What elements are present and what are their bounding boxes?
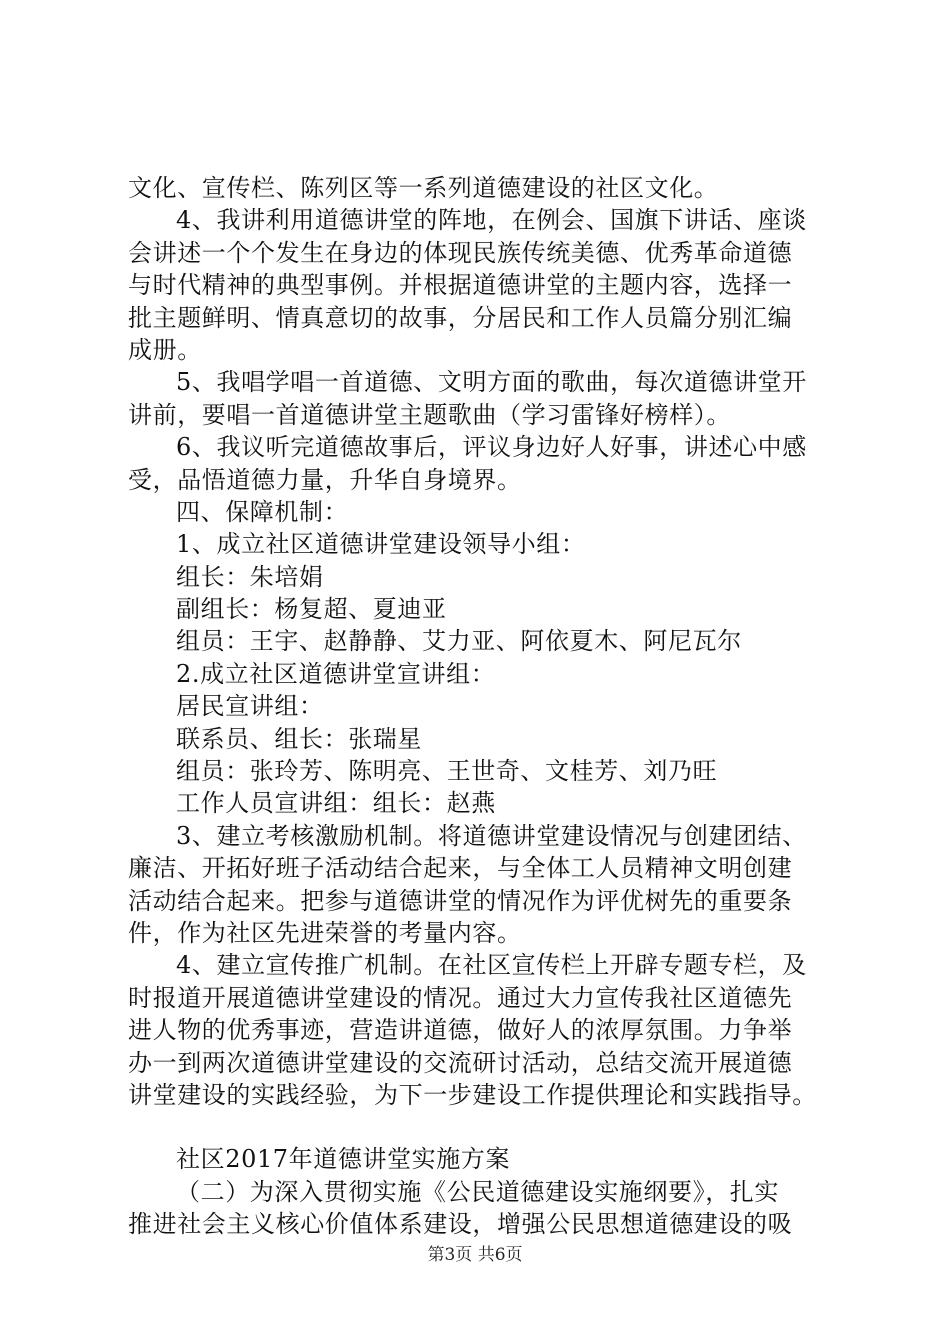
- paragraph-gap: [128, 1111, 848, 1143]
- text-line: 进人物的优秀事迹，营造讲道德，做好人的浓厚氛围。力争举: [128, 1016, 793, 1045]
- text-line: 4、建立宣传推广机制。在社区宣传栏上开辟专题专栏，及: [176, 951, 807, 980]
- text-line: 6、我议听完道德故事后，评议身边好人好事，讲述心中感: [176, 433, 807, 462]
- text-line: 受，品悟道德力量，升华自身境界。: [128, 465, 522, 494]
- text-line: 1、成立社区道德讲堂建设领导小组：: [176, 530, 586, 559]
- document-body: [128, 172, 848, 1241]
- text-line: （二）为深入贯彻实施《公民道德建设实施纲要》，扎实: [176, 1177, 779, 1206]
- text-line: 时报道开展道德讲堂建设的情况。通过大力宣传我社区道德先: [128, 983, 793, 1012]
- text-line: 文化、宣传栏、陈列区等一系列道德建设的社区文化。: [128, 174, 719, 202]
- text-line: 廉洁、开拓好班子活动结合起来，与全体工人员精神文明创建: [128, 854, 793, 883]
- section-heading: 四、保障机制：: [176, 497, 349, 526]
- text-line: 4、我讲利用道德讲堂的阵地，在例会、国旗下讲话、座谈: [176, 206, 807, 235]
- text-line: 会讲述一个个发生在身边的体现民族传统美德、优秀革命道德: [128, 238, 793, 267]
- text-line: 工作人员宣讲组：组长：赵燕: [176, 789, 496, 818]
- text-line: 讲堂建设的实践经验，为下一步建设工作提供理论和实践指导。: [128, 1080, 817, 1109]
- text-line: 批主题鲜明、情真意切的故事，分居民和工作人员篇分别汇编: [128, 303, 793, 332]
- text-line: 联系员、组长：张瑞星: [176, 724, 422, 753]
- text-line: 组长：朱培娟: [176, 562, 324, 591]
- text-line: 与时代精神的典型事例。并根据道德讲堂的主题内容，选择一: [128, 271, 793, 300]
- text-line: 副组长：杨复超、夏迪亚: [176, 595, 447, 624]
- text-line: 推进社会主义核心价值体系建设，增强公民思想道德建设的吸: [128, 1210, 793, 1239]
- document-title: 社区2017年道德讲堂实施方案: [176, 1145, 511, 1174]
- text-line: 居民宣讲组：: [176, 692, 324, 721]
- text-line: 组员：王宇、赵静静、艾力亚、阿依夏木、阿尼瓦尔: [176, 627, 742, 656]
- text-line: 件，作为社区先进荣誉的考量内容。: [128, 918, 522, 947]
- page-number: 第3页 共6页: [427, 1245, 523, 1265]
- text-line: 3、建立考核激励机制。将道德讲堂建设情况与创建团结、: [176, 821, 807, 850]
- text-line: 活动结合起来。把参与道德讲堂的情况作为评优树先的重要条: [128, 886, 793, 915]
- text-line: 讲前，要唱一首道德讲堂主题歌曲（学习雷锋好榜样）。: [128, 400, 731, 429]
- text-line: 5、我唱学唱一首道德、文明方面的歌曲，每次道德讲堂开: [176, 368, 807, 397]
- text-line: 办一到两次道德讲堂建设的交流研讨活动，总结交流开展道德: [128, 1048, 793, 1077]
- text-line: 2.成立社区道德讲堂宣讲组：: [176, 659, 496, 688]
- text-line: 成册。: [128, 335, 202, 364]
- text-line: 组员：张玲芳、陈明亮、王世奇、文桂芳、刘乃旺: [176, 757, 718, 786]
